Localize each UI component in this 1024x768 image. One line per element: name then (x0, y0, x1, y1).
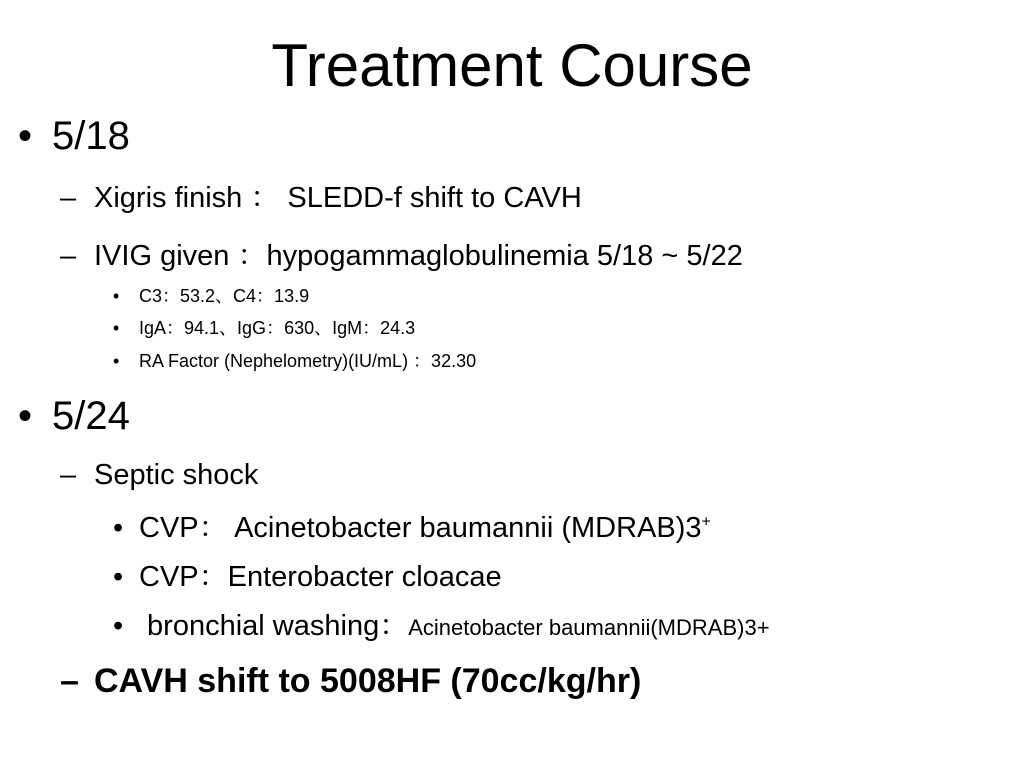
bullet-mark: • (113, 351, 120, 371)
bullet-mark: • (113, 512, 124, 544)
lab-text: IgA：94.1、IgG：630、IgM：24.3 (139, 318, 416, 338)
culture-label: bronchial washing： (139, 610, 409, 642)
lab-ra-factor (113, 350, 476, 372)
dash-mark: – (60, 662, 79, 700)
dash-mark: – (60, 182, 77, 214)
sub-item-cavh-shift (60, 661, 641, 701)
culture-value: Acinetobacter baumannii(MDRAB)3+ (408, 615, 770, 640)
culture-text: CVP： Acinetobacter baumannii (MDRAB)3 (139, 512, 702, 544)
culture-cvp-acinetobacter (113, 510, 711, 546)
culture-cvp-enterobacter (113, 559, 502, 595)
item-text: Septic shock (94, 459, 259, 491)
item-text: Xigris finish ： SLEDD-f shift to CAVH (94, 182, 582, 214)
date-label: 5/24 (52, 394, 130, 438)
bullet-mark: • (113, 610, 124, 642)
lab-text: RA Factor (Nephelometry)(IU/mL) ：32.30 (139, 351, 477, 371)
bullet-date-5-18 (18, 112, 130, 160)
culture-text: CVP：Enterobacter cloacae (139, 561, 502, 593)
bullet-mark: • (113, 286, 120, 306)
culture-bronchial-washing (113, 608, 770, 646)
item-text: CAVH shift to 5008HF (70cc/kg/hr) (94, 662, 642, 700)
bullet-mark: • (113, 561, 124, 593)
superscript-plus: + (701, 513, 711, 531)
dash-mark: – (60, 240, 77, 272)
date-label: 5/18 (52, 114, 130, 158)
item-text: IVIG given ：hypogammaglobulinemia 5/18 ~ 5/22 (94, 240, 743, 272)
lab-text: C3：53.2、C4：13.9 (139, 286, 310, 306)
dash-mark: – (60, 459, 77, 491)
bullet-date-5-24 (18, 392, 130, 440)
bullet-mark: • (113, 318, 120, 338)
sub-item-ivig (60, 238, 743, 274)
slide-title: Treatment Course (271, 32, 753, 99)
lab-immunoglobulin (113, 317, 415, 339)
bullet-mark: • (18, 114, 33, 158)
bullet-mark: • (18, 394, 33, 438)
sub-item-xigris (60, 180, 582, 216)
sub-item-septic-shock (60, 457, 258, 493)
lab-complement (113, 285, 309, 307)
